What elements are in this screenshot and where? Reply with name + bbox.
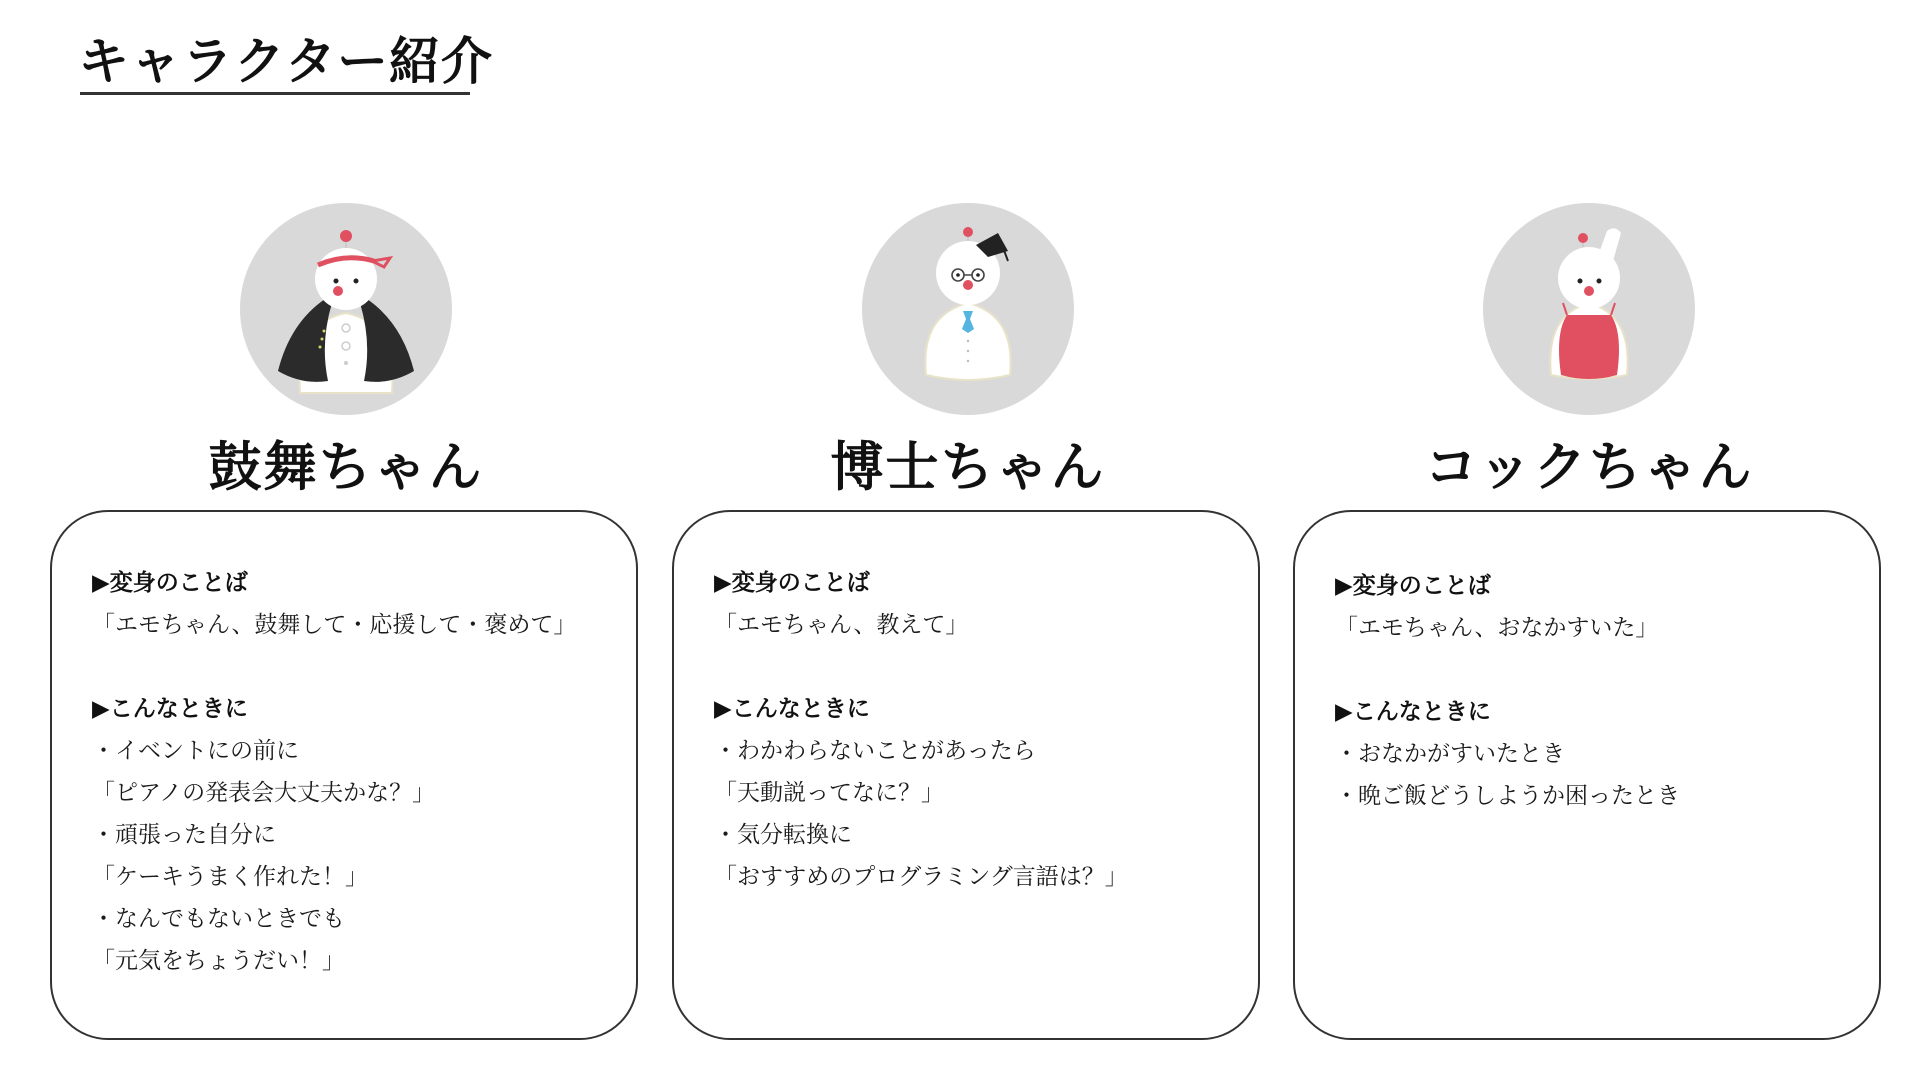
- usage-item: ・なんでもないときでも: [92, 906, 345, 932]
- phrase-heading: ▶変身のことば: [714, 570, 870, 596]
- usage-item: 「ケーキうまく作れた！」: [92, 864, 368, 890]
- character-column-cheer: [50, 0, 642, 1080]
- usage-heading: ▶こんなときに: [1335, 699, 1491, 725]
- usage-heading: ▶こんなときに: [714, 696, 870, 722]
- character-card: [672, 510, 1260, 1040]
- character-card: [50, 510, 638, 1040]
- usage-item: 「ピアノの発表会大丈夫かな？」: [92, 780, 436, 806]
- usage-item: ・おなかがすいたとき: [1335, 741, 1565, 767]
- phrase-heading: ▶変身のことば: [92, 570, 248, 596]
- cheer-robot-icon: [240, 203, 452, 415]
- usage-item: 「おすすめのプログラミング言語は？」: [714, 864, 1128, 890]
- transform-phrase: 「エモちゃん、教えて」: [714, 612, 969, 638]
- character-name: 博士ちゃん: [830, 437, 1106, 498]
- character-column-professor: [672, 0, 1264, 1080]
- usage-item: ・わかわらないことがあったら: [714, 738, 1036, 764]
- usage-item: ・気分転換に: [714, 822, 852, 848]
- character-avatar: [1483, 203, 1695, 415]
- usage-heading: ▶こんなときに: [92, 696, 248, 722]
- character-avatar: [240, 203, 452, 415]
- phrase-heading: ▶変身のことば: [1335, 573, 1491, 599]
- character-card: [1293, 510, 1881, 1040]
- usage-item: 「元気をちょうだい！」: [92, 948, 345, 974]
- page-title: キャラクター紹介: [78, 33, 493, 92]
- usage-item: 「天動説ってなに？」: [714, 780, 944, 806]
- character-avatar: [862, 203, 1074, 415]
- character-name: 鼓舞ちゃん: [208, 437, 484, 498]
- usage-item: ・イベントにの前に: [92, 738, 299, 764]
- cook-robot-icon: [1483, 203, 1695, 415]
- character-column-cook: [1293, 0, 1885, 1080]
- transform-phrase: 「エモちゃん、鼓舞して・応援して・褒めて」: [92, 612, 577, 638]
- professor-robot-icon: [862, 203, 1074, 415]
- usage-item: ・晩ご飯どうしようか困ったとき: [1335, 783, 1680, 809]
- transform-phrase: 「エモちゃん、おなかすいた」: [1335, 615, 1659, 641]
- usage-item: ・頑張った自分に: [92, 822, 276, 848]
- character-name: コックちゃん: [1424, 437, 1754, 498]
